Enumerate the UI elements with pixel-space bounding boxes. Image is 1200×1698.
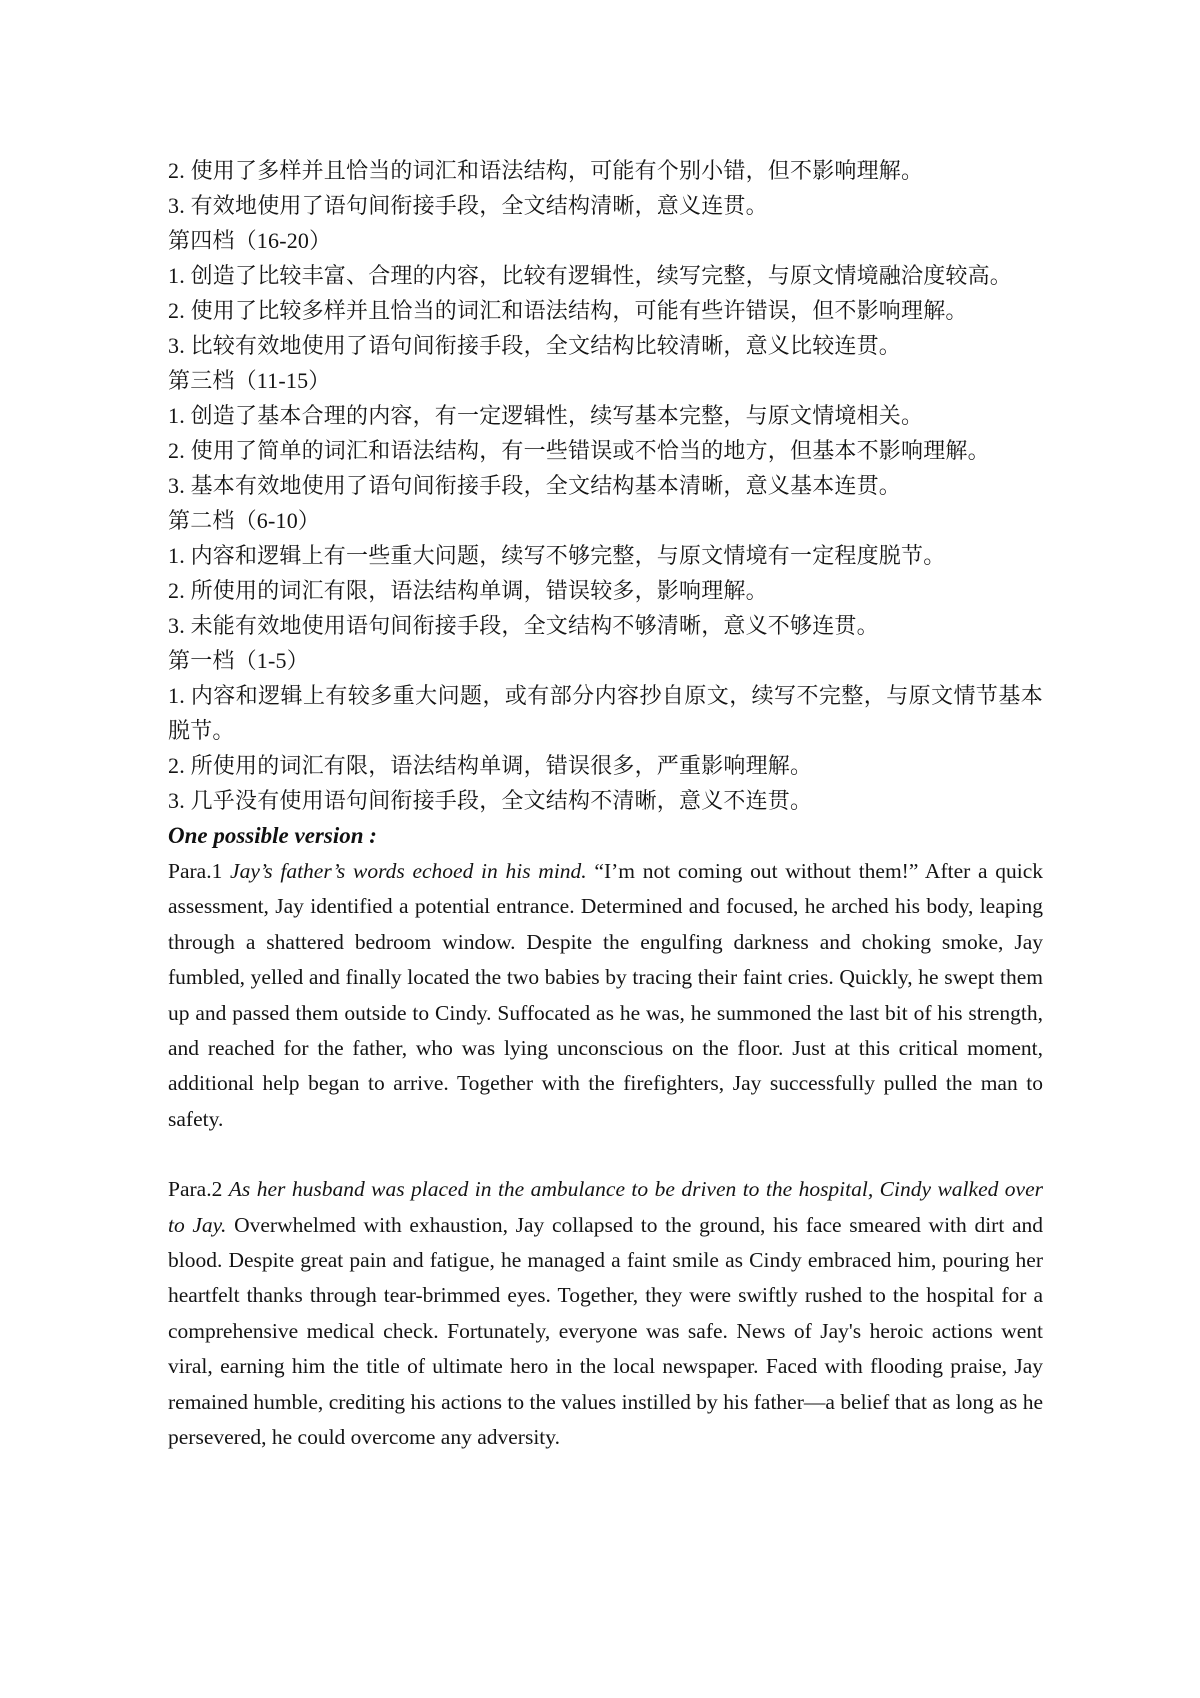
rubric-line: 2. 所使用的词汇有限，语法结构单调，错误较多，影响理解。: [168, 578, 768, 603]
rubric-line: 2. 所使用的词汇有限，语法结构单调，错误很多，严重影响理解。: [168, 753, 813, 778]
rubric-line: 1. 内容和逻辑上有一些重大问题，续写不够完整，与原文情境有一定程度脱节。: [168, 543, 946, 568]
paragraph-lead-sentence: As her husband was placed in the ambulance to be driven to the hospital, Cindy walked over to Jay.: [168, 1177, 1044, 1237]
rubric-band-heading: 第二档（6-10）: [168, 508, 321, 533]
rubric-line: 3. 未能有效地使用语句间衔接手段，全文结构不够清晰，意义不够连贯。: [168, 613, 879, 638]
rubric-line: 3. 有效地使用了语句间衔接手段，全文结构清晰，意义连贯。: [168, 193, 768, 218]
sample-answer-heading: One possible version :: [168, 823, 377, 848]
paragraph-lead-sentence: Jay’s father’s words echoed in his mind.: [230, 859, 587, 883]
rubric-line: 2. 使用了简单的词汇和语法结构，有一些错误或不恰当的地方，但基本不影响理解。: [168, 438, 990, 463]
rubric-band-heading: 第四档（16-20）: [168, 228, 332, 253]
paragraph-body: Overwhelmed with exhaustion, Jay collapsed to the ground, his face smeared with dirt and blood. Despite great pain and fatigue, he managed a faint smile as Cindy embraced him, pouring her heartfelt thanks through tear-brimmed eyes. Together, they were swiftly rushed to the hospital for a comprehensive medical check. Fortunately, everyone was safe. News of Jay's heroic actions went viral, earning him the title of ultimate hero in the local newspaper. Faced with flooding praise, Jay remained humble, crediting his actions to the values instilled by his father—a belief that as long as he persevered, he could overcome any adversity.: [168, 1212, 1044, 1450]
rubric-line: 3. 基本有效地使用了语句间衔接手段，全文结构基本清晰，意义基本连贯。: [168, 473, 902, 498]
rubric-line: 2. 使用了多样并且恰当的词汇和语法结构，可能有个别小错，但不影响理解。: [168, 158, 924, 183]
rubric-line: 1. 内容和逻辑上有较多重大问题，或有部分内容抄自原文，续写不完整，与原文情节基本脱节。: [168, 683, 1043, 743]
paragraph-body: “I’m not coming out without them!” After a quick assessment, Jay identified a potential entrance. Determined and focused, he arched his body, leaping through a shattered bedroom window. Despite the engulfing darkness and choking smoke, Jay fumbled, yelled and finally located the two babies by tracing their faint cries. Quickly, he swept them up and passed them outside to Cindy. Suffocated as he was, he summoned the last bit of his strength, and reached for the father, who was lying unconscious on the floor. Just at this critical moment, additional help began to arrive. Together with the firefighters, Jay successfully pulled the man to safety.: [168, 859, 1044, 1131]
paragraph-label: Para.1: [168, 859, 223, 883]
sample-paragraph-2: [168, 1172, 1043, 1455]
rubric-line: 3. 几乎没有使用语句间衔接手段，全文结构不清晰，意义不连贯。: [168, 788, 813, 813]
rubric-line: 3. 比较有效地使用了语句间衔接手段，全文结构比较清晰，意义比较连贯。: [168, 333, 902, 358]
rubric-line: 2. 使用了比较多样并且恰当的词汇和语法结构，可能有些许错误，但不影响理解。: [168, 298, 968, 323]
rubric-band-heading: 第一档（1-5）: [168, 648, 309, 673]
rubric-line: 1. 创造了基本合理的内容，有一定逻辑性，续写基本完整，与原文情境相关。: [168, 403, 924, 428]
rubric-band-heading: 第三档（11-15）: [168, 368, 331, 393]
sample-answer-section: [168, 818, 1043, 1456]
sample-paragraph-1: [168, 854, 1043, 1137]
paragraph-label: Para.2: [168, 1177, 223, 1202]
grading-rubric: [168, 153, 1043, 818]
rubric-line: 1. 创造了比较丰富、合理的内容，比较有逻辑性，续写完整，与原文情境融洽度较高。: [168, 263, 1013, 288]
